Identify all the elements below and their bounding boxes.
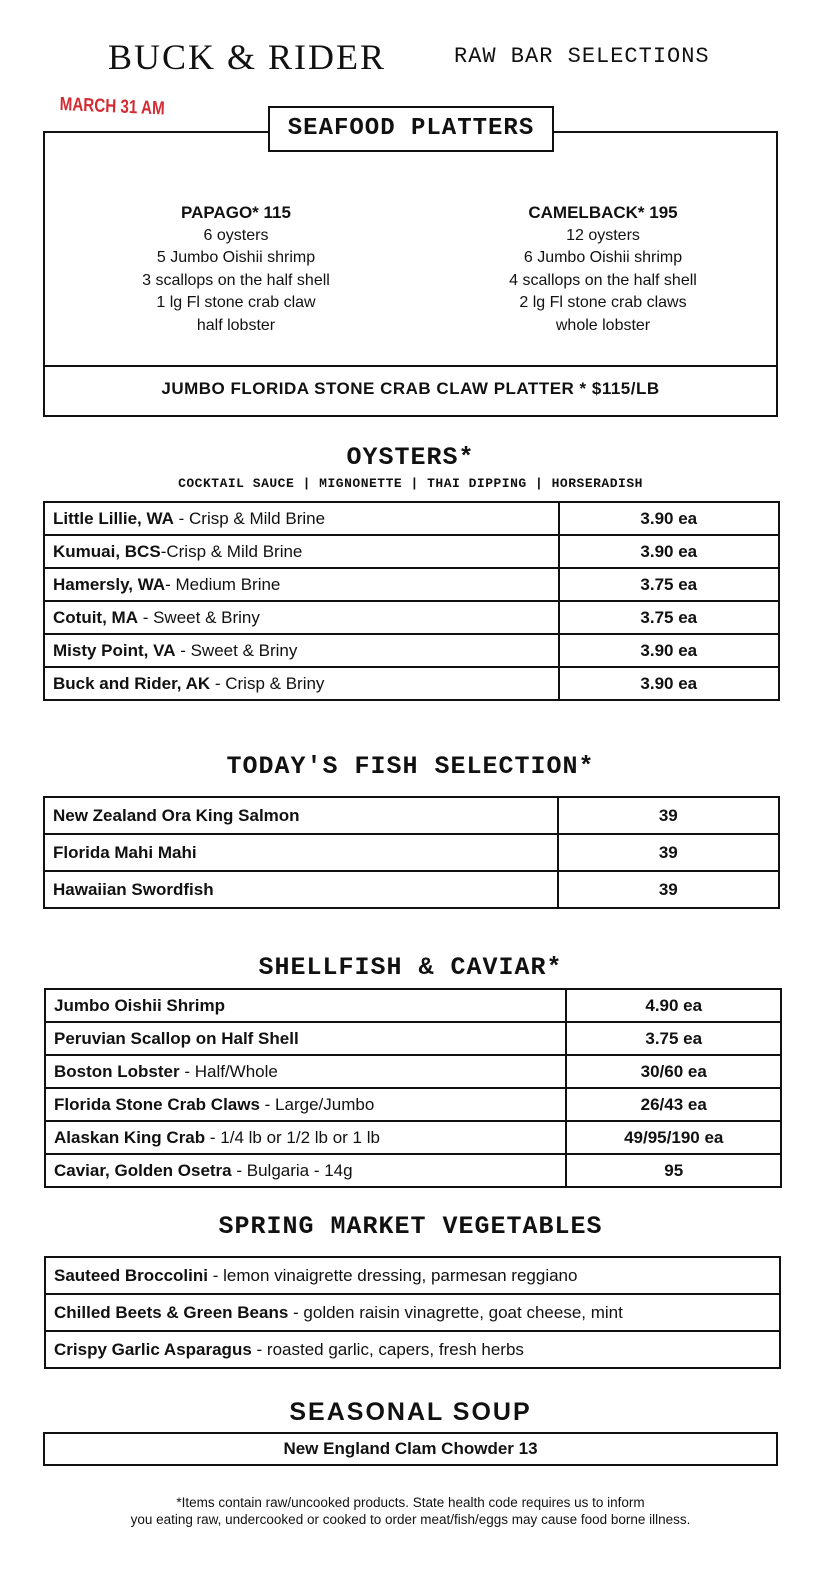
vegetables-table (44, 1256, 781, 1369)
stone-crab-platter: JUMBO FLORIDA STONE CRAB CLAW PLATTER * $115/LB (161, 379, 660, 398)
item-name: Crispy Garlic Asparagus (54, 1339, 252, 1359)
item-desc: - Crisp & Briny (210, 673, 325, 693)
table-row (45, 1257, 780, 1294)
table-row (44, 568, 779, 601)
section-title-vegetables: SPRING MARKET VEGETABLES (218, 1212, 603, 1241)
item-name: Chilled Beets & Green Beans (54, 1302, 289, 1322)
section-title-seafood-platters: SEAFOOD PLATTERS (268, 106, 554, 152)
item-desc: - Sweet & Briny (137, 607, 260, 627)
health-disclaimer (0, 1494, 821, 1528)
platter-item: 12 oysters (566, 226, 640, 244)
item-name: Hamersly, WA (53, 574, 166, 594)
item-name: New Zealand Ora King Salmon (44, 797, 558, 834)
section-title-oysters: OYSTERS* (346, 443, 475, 472)
item-name: Cotuit, MA (53, 607, 138, 627)
item-price: 3.90 ea (559, 535, 779, 568)
platter-item: 1 lg Fl stone crab claw (156, 294, 316, 311)
item-desc: - 1/4 lb or 1/2 lb or 1 lb (205, 1127, 380, 1147)
disclaimer-line: you eating raw, undercooked or cooked to order meat/fish/eggs may cause food borne illness. (130, 1512, 691, 1527)
item-price: 3.90 ea (559, 502, 779, 535)
item-price: 3.75 ea (566, 1022, 781, 1055)
platter-item: 5 Jumbo Oishii shrimp (156, 249, 316, 266)
item-price: 4.90 ea (566, 989, 781, 1022)
item-name: Misty Point, VA (53, 640, 176, 660)
platter-item: half lobster (196, 316, 276, 334)
item-name: Caviar, Golden Osetra (54, 1160, 232, 1180)
platter-papago (86, 202, 386, 337)
item-price: 39 (558, 871, 779, 908)
item-desc: - Bulgaria - 14g (231, 1160, 353, 1180)
oyster-sauces: COCKTAIL SAUCE | MIGNONETTE | THAI DIPPING | HORSERADISH (178, 476, 643, 491)
item-name: Hawaiian Swordfish (44, 871, 558, 908)
item-name: Florida Stone Crab Claws (54, 1094, 260, 1114)
table-row (44, 797, 779, 834)
item-price: 3.90 ea (559, 634, 779, 667)
oysters-table (43, 501, 780, 701)
item-desc: -Crisp & Mild Brine (160, 541, 303, 561)
platter-item: 4 scallops on the half shell (509, 271, 697, 289)
table-row (45, 989, 781, 1022)
item-name: Buck and Rider, AK (53, 673, 211, 693)
platter-camelback (453, 202, 753, 337)
item-price: 39 (558, 797, 779, 834)
disclaimer-line: *Items contain raw/uncooked products. State health code requires us to inform (176, 1495, 645, 1510)
table-row (44, 871, 779, 908)
section-title-fish: TODAY'S FISH SELECTION* (226, 752, 595, 781)
platter-item: whole lobster (555, 316, 651, 334)
table-row (44, 834, 779, 871)
item-desc: - Half/Whole (179, 1061, 278, 1081)
platter-name: CAMELBACK* 195 (528, 203, 678, 222)
item-desc: - lemon vinaigrette dressing, parmesan reggiano (207, 1265, 578, 1285)
section-title-soup: SEASONAL SOUP (289, 1398, 532, 1426)
item-desc: - golden raisin vinagrette, goat cheese, mint (288, 1302, 623, 1322)
platter-item: 6 Jumbo Oishii shrimp (523, 249, 683, 266)
table-row (44, 502, 779, 535)
item-desc: - Large/Jumbo (259, 1094, 375, 1114)
item-name: Jumbo Oishii Shrimp (54, 995, 225, 1015)
platter-item: 2 lg Fl stone crab claws (519, 294, 687, 311)
item-desc: - Medium Brine (165, 574, 281, 594)
item-price: 49/95/190 ea (566, 1121, 781, 1154)
item-price: 3.75 ea (559, 568, 779, 601)
item-price: 3.90 ea (559, 667, 779, 700)
table-row (44, 634, 779, 667)
menu-subtitle: RAW BAR SELECTIONS (454, 44, 710, 69)
table-row (45, 1294, 780, 1331)
item-price: 30/60 ea (566, 1055, 781, 1088)
table-row (45, 1055, 781, 1088)
table-row (44, 667, 779, 700)
table-row (45, 1331, 780, 1368)
section-title-shellfish: SHELLFISH & CAVIAR* (258, 953, 563, 982)
fish-table (43, 796, 780, 909)
item-name: Little Lillie, WA (53, 508, 174, 528)
item-name: Boston Lobster (54, 1061, 180, 1081)
item-desc: - Sweet & Briny (175, 640, 298, 660)
platter-item: 3 scallops on the half shell (142, 271, 330, 289)
item-name: Florida Mahi Mahi (44, 834, 558, 871)
item-price: 95 (566, 1154, 781, 1187)
platter-item: 6 oysters (203, 226, 269, 244)
item-desc: - Crisp & Mild Brine (173, 508, 326, 528)
shellfish-table (44, 988, 782, 1188)
item-name: Alaskan King Crab (54, 1127, 206, 1147)
item-name: Sauteed Broccolini (54, 1265, 208, 1285)
brand-logo: BUCK & RIDER (108, 37, 387, 77)
item-price: 39 (558, 834, 779, 871)
item-price: 3.75 ea (559, 601, 779, 634)
table-row (44, 601, 779, 634)
table-row (45, 1088, 781, 1121)
table-row (45, 1022, 781, 1055)
date-stamp: MARCH 31 AM (59, 94, 165, 120)
soup-item: New England Clam Chowder 13 (43, 1432, 778, 1466)
table-row (45, 1154, 781, 1187)
item-price: 26/43 ea (566, 1088, 781, 1121)
item-desc: - roasted garlic, capers, fresh herbs (251, 1339, 524, 1359)
table-row (44, 535, 779, 568)
item-name: Peruvian Scallop on Half Shell (54, 1028, 299, 1048)
table-row (45, 1121, 781, 1154)
platter-name: PAPAGO* 115 (181, 203, 291, 222)
item-name: Kumuai, BCS (53, 541, 161, 561)
